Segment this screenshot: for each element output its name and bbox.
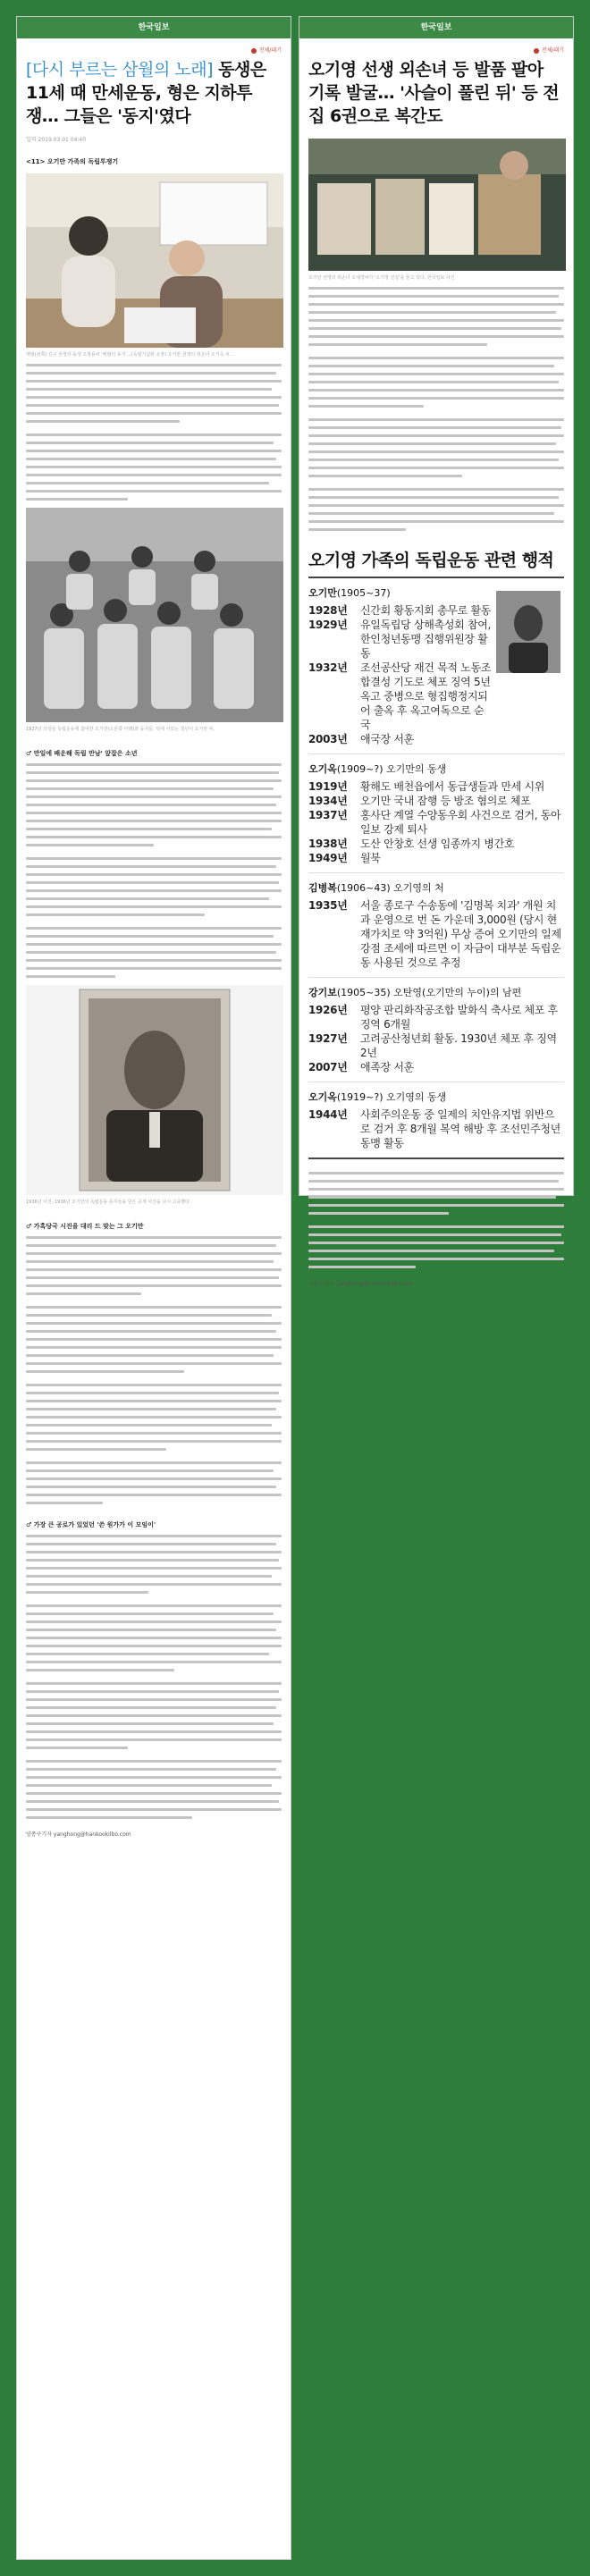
- person-name: 오기옥(1909~?) 오기만의 동생: [308, 763, 447, 775]
- person-block: [308, 978, 564, 1082]
- right-body-2: [308, 1172, 564, 1268]
- share-icon: [251, 48, 257, 54]
- section-heading-1: ♂ 만일에 배운해 독립 만남' 앞잡은 소년: [26, 750, 138, 757]
- timeline-entry: 1937년 홍사단 계열 수양동우회 사건으로 검거, 동아일보 강제 퇴사: [308, 809, 561, 836]
- right-photo-caption: 오기만 선생의 외손녀 오세경씨가 '오기영 전집'을 들고 있다. 한국일보 사진: [308, 275, 455, 281]
- timeline-entry: 1935년 서울 종로구 수송동에 '김명복 치과' 개원 치과 운영으로 번 돈 가운데 3,000원 (당시 현재가치로 약 3억원) 무상 증여 오기만의 일제강점 조세에 따르면 이 자금이 대부분 독립운동 사용된 것으로 추정: [308, 899, 561, 969]
- left-header: 한국일보: [17, 17, 291, 38]
- person-name: 강기보(1905~35) 오탄영(오기만의 누이)의 남편: [308, 987, 522, 998]
- timeline-entry: 1926년 평양 판리화작공조합 발화식 축사로 체포 후 징역 6개월: [308, 1004, 558, 1031]
- timeline-entry: 1919년 황해도 배천읍에서 동급생들과 만세 시위: [308, 780, 545, 793]
- timeline-entry: 1934년 오기만 국내 잠행 등 방조 혐의로 체포: [308, 795, 531, 807]
- left-subhead: <11> 오기만 가족의 독립투쟁기: [26, 158, 119, 165]
- share-button[interactable]: 전체/패기: [308, 46, 564, 58]
- timeline-entry: 1949년 월북: [308, 852, 381, 864]
- left-byline: 입력 2019.03.01 04:40: [26, 137, 87, 143]
- share-icon: [534, 48, 539, 54]
- person-name: 오기옥(1919~?) 오기영의 동생: [308, 1091, 447, 1103]
- left-signature: 양종구기자 yanghong@hankookilbo.com: [26, 1831, 131, 1838]
- article-body-2: [26, 763, 282, 978]
- books-photo: [308, 139, 564, 271]
- person-block: [308, 873, 564, 978]
- photo1-caption: 백범(왼쪽) 김구 선생의 동생 오방용씨 '백범의 동지'…(독립기념관 소장) 오기만 선생의 외손녀 오기옥 씨…: [26, 352, 234, 358]
- section-heading-3: ♂ 가장 큰 공로가 있었던 '쓴 원가가 이 모임이': [26, 1521, 156, 1528]
- photo3-caption: 1936년 사진. 1936년 오기만의 독립운동 동지들을 담은 공개 사진을 다시 고증했다.: [26, 1200, 191, 1205]
- family-photo: [26, 173, 282, 348]
- person-block: [308, 578, 564, 754]
- article-body-1: [26, 364, 282, 501]
- article-body-3: [26, 1236, 282, 1504]
- right-headline: 오기영 선생 외손녀 등 발품 팔아 기록 발굴… '사슬이 풀린 뒤' 등 전집 6권으로 복간도: [308, 60, 560, 126]
- left-article: [16, 16, 291, 2560]
- right-article: [299, 16, 574, 1287]
- timeline-entry: 1929년 유일독립당 상해촉성회 참여, 한인청년동맹 집행위원장 활동: [308, 619, 492, 660]
- portrait-photo: [26, 985, 282, 1195]
- timeline-entry: 1932년 조선공산당 재건 목적 노동조합결성 기도로 체포 징역 5년 옥고 중병으로 형집행정지되어 출옥 후 옥고여독으로 순국: [308, 661, 492, 731]
- timeline-entry: 1927년 고려공산청년회 활동. 1930년 체포 후 징역 2년: [308, 1032, 557, 1059]
- person-portrait: [496, 591, 560, 673]
- timeline-entry: 1928년 신간회 황동지회 총무로 활동: [308, 604, 492, 617]
- timeline-entry: 2007년 애족장 서훈: [308, 1061, 414, 1073]
- activity-table-title: 오기영 가족의 독립운동 관련 행적: [308, 547, 564, 578]
- photo2-caption: 1927년 의성들 독립운동에 참여한 오기만(오른쪽 아래)과 동지들. 뒤에 서있는 청년이 오기만 씨.: [26, 727, 215, 732]
- share-button[interactable]: 전체/패기: [26, 46, 282, 58]
- person-name: 김병복(1906~43) 오기영의 처: [308, 882, 444, 894]
- group-photo: [26, 508, 282, 722]
- right-header: 한국일보: [299, 17, 573, 38]
- right-body-1: [308, 287, 564, 531]
- timeline-entry: 1938년 도산 안창호 선생 임종까지 병간호: [308, 838, 515, 850]
- timeline-entry: 2003년 애국장 서훈: [308, 733, 414, 745]
- person-block: [308, 1082, 564, 1159]
- left-headline: [다시 부르는 삼월의 노래] 동생은 11세 때 만세운동, 형은 지하투쟁… 그들은 '동지'였다: [26, 60, 266, 126]
- article-body-4: [26, 1535, 282, 1819]
- person-name: 오기만(1905~37): [308, 587, 391, 599]
- right-signature: 양종구기자 yanghong@hankookilbo.com: [308, 1281, 414, 1287]
- person-block: [308, 754, 564, 873]
- section-heading-2: ♂ 가혹당국 시진을 대리 드 맞는 그 오기만: [26, 1223, 144, 1230]
- timeline-entry: 1944년 사회주의운동 중 일제의 치안유지법 위반으로 검거 후 8개월 복역 해방 후 조선민주청년동맹 활동: [308, 1108, 560, 1149]
